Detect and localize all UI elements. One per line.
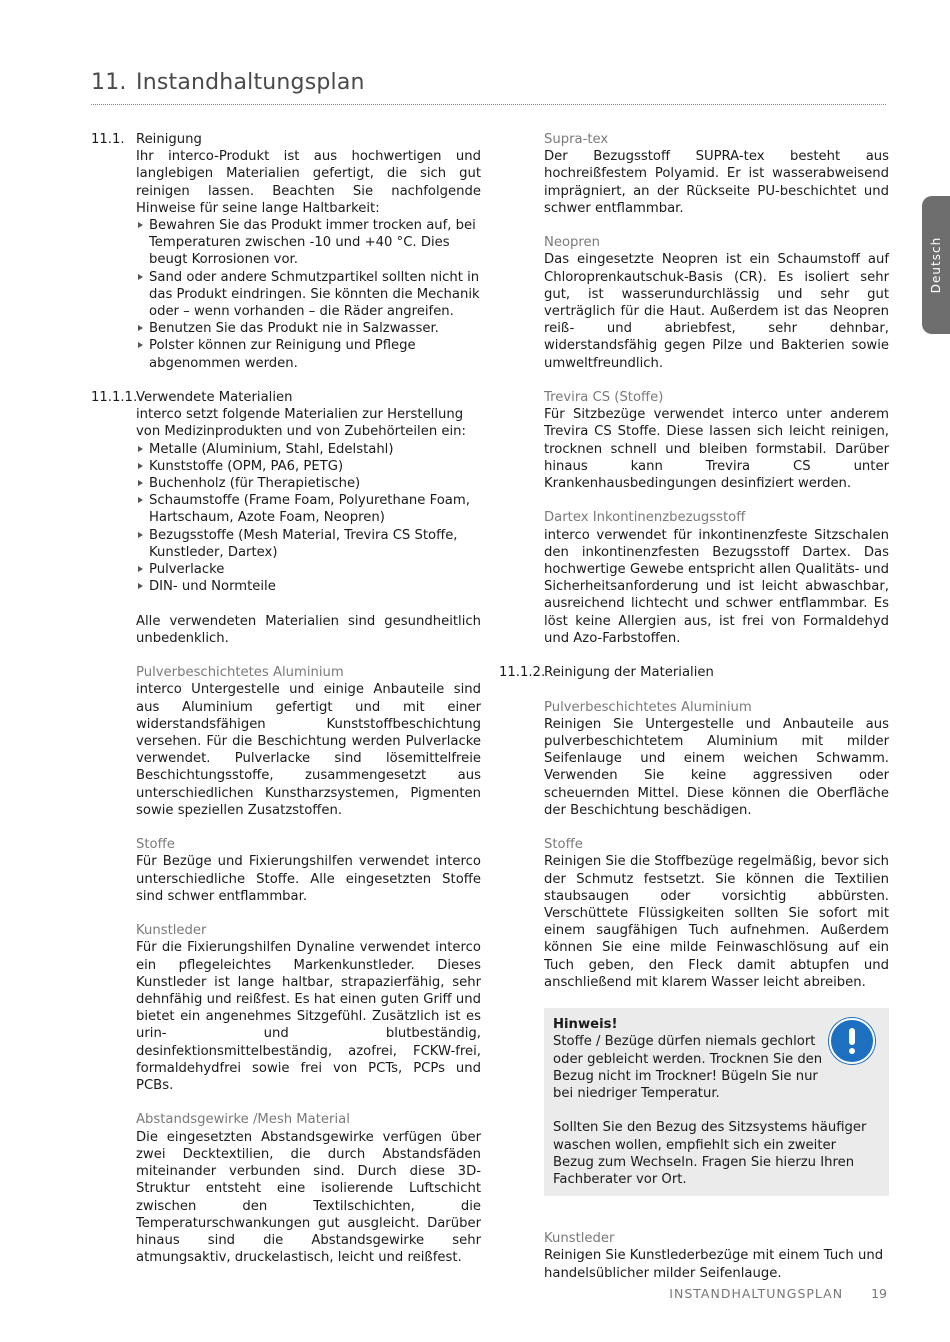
page-number: 19 — [871, 1286, 887, 1301]
paragraph: Alle verwendeten Materialien sind gesundheitlich unbedenklich. — [136, 613, 481, 646]
materials-note — [91, 613, 481, 647]
paragraph: Reinigen Sie die Stoffbezüge regelmäßig, bevor sich der Schmutz festsetzt. Sie können die Textilien staubsaugen oder vorsichtig abbürsten. Verschüttete Flüssigkeiten sollten Sie sofort mit einem saugfähigen Tuch aufnehmen. Außerdem können Sie eine milde Feinwaschlösung auf ein Tuch geben, den Fleck damit abtupfen und anschließend mit klarem Wasser leicht abreiben. — [544, 854, 889, 990]
subsection-heading: Pulverbeschichtetes Aluminium — [136, 665, 344, 681]
subsection-heading: Dartex Inkontinenzbezugsstoff — [544, 510, 746, 526]
language-tab[interactable] — [922, 196, 950, 334]
list-item: Buchenholz (für Therapietische) — [136, 475, 481, 492]
hint-spacer — [553, 1102, 879, 1119]
subsection-heading: Supra-tex — [544, 132, 609, 147]
page-footer — [669, 1286, 887, 1301]
footer-section: INSTANDHALTUNGSPLAN — [669, 1286, 844, 1301]
subsection-mesh — [91, 1111, 481, 1266]
subsection-heading: Stoffe — [544, 837, 583, 853]
paragraph: Reinigen Sie Kunstlederbezüge mit einem Tuch und handelsüblicher milder Seifenlauge. — [544, 1248, 884, 1281]
title-divider — [91, 104, 886, 105]
list-item: Pulverlacke — [136, 561, 481, 578]
subsection-kunstleder — [91, 922, 481, 1094]
subsection-heading: Abstandsgewirke /Mesh Material — [136, 1112, 350, 1128]
paragraph: interco Untergestelle und einige Anbauteile sind aus Aluminium gefertigt und mit einer widerstandsfähigen Kunststoffbeschichtung versehen. Für die Beschichtung werden Pulverlacke verwendet. Pulverlacke sind lösemittelfreie Beschichtungsstoffe, zusammengesetzt aus unterschiedlichen Kunstharzsystemen, Pigmenten sowie speziellen Zusatzstoffen. — [136, 682, 481, 818]
section-heading: Reinigung — [136, 132, 202, 147]
subsection-stoffe-reinigung — [499, 836, 889, 991]
list-item: Schaumstoffe (Frame Foam, Polyurethane Foam, Hartschaum, Azote Foam, Neopren) — [136, 492, 481, 526]
list-item: Bewahren Sie das Produkt immer trocken auf, bei Temperaturen zwischen -10 und +40 °C. Dies beugt Korrosionen vor. — [136, 217, 481, 269]
paragraph: Für Sitzbezüge verwendet interco unter anderem Trevira CS Stoffe. Diese lassen sich leicht reinigen, trocknen schnell und bleiben formstabil. Darüber hinaus kann Trevira CS unter Krankenhausbedingungen desinfiziert werden. — [544, 407, 889, 492]
section-heading: Reinigung der Materialien — [544, 665, 714, 681]
subsection-pulver — [91, 664, 481, 819]
paragraph: interco setzt folgende Materialien zur Herstellung von Medizinprodukten und von Zubehörteilen ein: — [136, 407, 466, 440]
hint-text: Stoffe / Bezüge dürfen niemals gechlort oder gebleicht werden. Trocknen Sie den Bezug nicht im Trockner! Bügeln Sie nur bei niedriger Temperatur. — [553, 1034, 823, 1102]
hint-title: Hinweis! — [553, 1017, 618, 1033]
list-item: Bezugsstoffe (Mesh Material, Trevira CS Stoffe, Kunstleder, Dartex) — [136, 527, 481, 561]
subsection-heading: Pulverbeschichtetes Aluminium — [544, 699, 752, 715]
subsection-trevira — [499, 389, 889, 492]
paragraph: Reinigen Sie Untergestelle und Anbauteile aus pulverbeschichtetem Aluminium mit milder Seifenlauge und einem weichen Schwamm. Verwenden Sie keine aggressiven oder scheuernden Mittel. Diese können die Oberfläche der Beschichtung beschädigen. — [544, 716, 889, 818]
page-title — [91, 70, 365, 95]
subsection-pulver-reinigung — [499, 699, 889, 819]
subsection-dartex — [499, 509, 889, 647]
section-materialien — [91, 389, 481, 595]
list-item: DIN- und Normteile — [136, 578, 481, 595]
subsection-heading: Neopren — [544, 235, 601, 251]
bullet-list — [136, 441, 481, 596]
hint-box — [544, 1008, 889, 1196]
list-item: Sand oder andere Schmutzpartikel sollten nicht in das Produkt eindringen. Sie könnten die Mechanik oder – wenn vorhanden – die Räder angreifen. — [136, 269, 481, 321]
list-item: Kunststoffe (OPM, PA6, PETG) — [136, 458, 481, 475]
subsection-neopren — [499, 234, 889, 372]
list-item: Metalle (Aluminium, Stahl, Edelstahl) — [136, 441, 481, 458]
paragraph: Für Bezüge und Fixierungshilfen verwendet interco unterschiedliche Stoffe. Alle eingesetzten Stoffe sind schwer entflammbar. — [136, 854, 481, 904]
list-item: Benutzen Sie das Produkt nie in Salzwasser. — [136, 320, 481, 337]
right-column — [499, 131, 889, 1299]
paragraph: interco verwendet für inkontinenzfeste Sitzschalen den inkontinenzfesten Bezugsstoff Dartex. Das hochwertige Gewebe entspricht allen Qualitäts- und Sicherheitsanforderung und ist leicht abwaschbar, ausreichend lichtecht und schwer entflammbar. Es löst keine Allergien aus, ist frei von Formaldehyd und Azo-Farbstoffen. — [544, 527, 889, 646]
paragraph: Das eingesetzte Neopren ist ein Schaumstoff auf Chloroprenkautschuk-Basis (CR). Es isoliert sehr gut, ist wasserundurchlässig und sehr gut verträglich für die Haut. Außerdem ist das Neopren reiß- und abriebfest, sehr dehnbar, widerstandsfähig gegen Pilze und Bakterien sowie umweltfreundlich. — [544, 252, 889, 371]
exclamation-icon — [829, 1018, 875, 1064]
subsection-stoffe — [91, 836, 481, 905]
left-column — [91, 131, 481, 1284]
section-number: 11.1.1. — [91, 390, 138, 406]
hint-text: Sollten Sie den Bezug des Sitzsystems häufiger waschen wollen, empfiehlt sich ein zweiter Bezug zum Wechseln. Fragen Sie hierzu Ihren Fachberater vor Ort. — [553, 1120, 867, 1188]
section-number: 11.1.2. — [499, 665, 546, 681]
chapter-title: Instandhaltungsplan — [136, 70, 365, 95]
subsection-heading: Kunstleder — [544, 1231, 615, 1247]
subsection-heading: Stoffe — [136, 837, 175, 853]
language-tab-label: Deutsch — [929, 236, 943, 294]
paragraph: Für die Fixierungshilfen Dynaline verwendet interco ein pflegeleichtes Markenkunstleder. Dieses Kunstleder ist lange haltbar, strapazierfähig, sehr dehnfähig und reißfest. Es hat einen guten Griff und bietet ein angenehmes Sitzgefühl. Zusätzlich ist es urin- und blutbeständig, desinfektionsmittelbeständig, azofrei, FCKW-frei, formaldehydfrei sowie frei von PCTs, PCPs und PCBs. — [136, 940, 481, 1094]
subsection-kunstleder-reinigung — [499, 1230, 889, 1282]
chapter-number: 11. — [91, 70, 127, 95]
paragraph: Der Bezugsstoff SUPRA-tex besteht aus hochreißfestem Polyamid. Er ist wasserabweisend imprägniert, an der Rückseite PU-beschichtet und schwer entflammbar. — [544, 149, 889, 216]
bullet-list — [136, 217, 481, 372]
section-number: 11.1. — [91, 132, 125, 147]
paragraph: Die eingesetzten Abstandsgewirke verfügen über zwei Decktextilien, die durch Abstandsfäden miteinander verbunden sind. Durch diese 3D-Struktur entsteht eine isolierende Luftschicht zwischen den Textilschichten, die Temperaturschwankungen gut ausgleicht. Darüber hinaus sind die Abstandsgewirke sehr atmungsaktiv, druckelastisch, leicht und reißfest. — [136, 1129, 481, 1266]
paragraph: Ihr interco-Produkt ist aus hochwertigen und langlebigen Materialien gefertigt, die sich gut reinigen lassen. Beachten Sie nachfolgende Hinweise für seine lange Haltbarkeit: — [136, 149, 481, 216]
list-item: Polster können zur Reinigung und Pflege abgenommen werden. — [136, 337, 481, 371]
subsection-supratex — [499, 131, 889, 217]
subsection-heading: Trevira CS (Stoffe) — [544, 390, 664, 406]
section-reinigung-materialien — [499, 664, 889, 681]
section-heading: Verwendete Materialien — [136, 390, 293, 406]
subsection-heading: Kunstleder — [136, 923, 207, 939]
section-reinigung — [91, 131, 481, 372]
